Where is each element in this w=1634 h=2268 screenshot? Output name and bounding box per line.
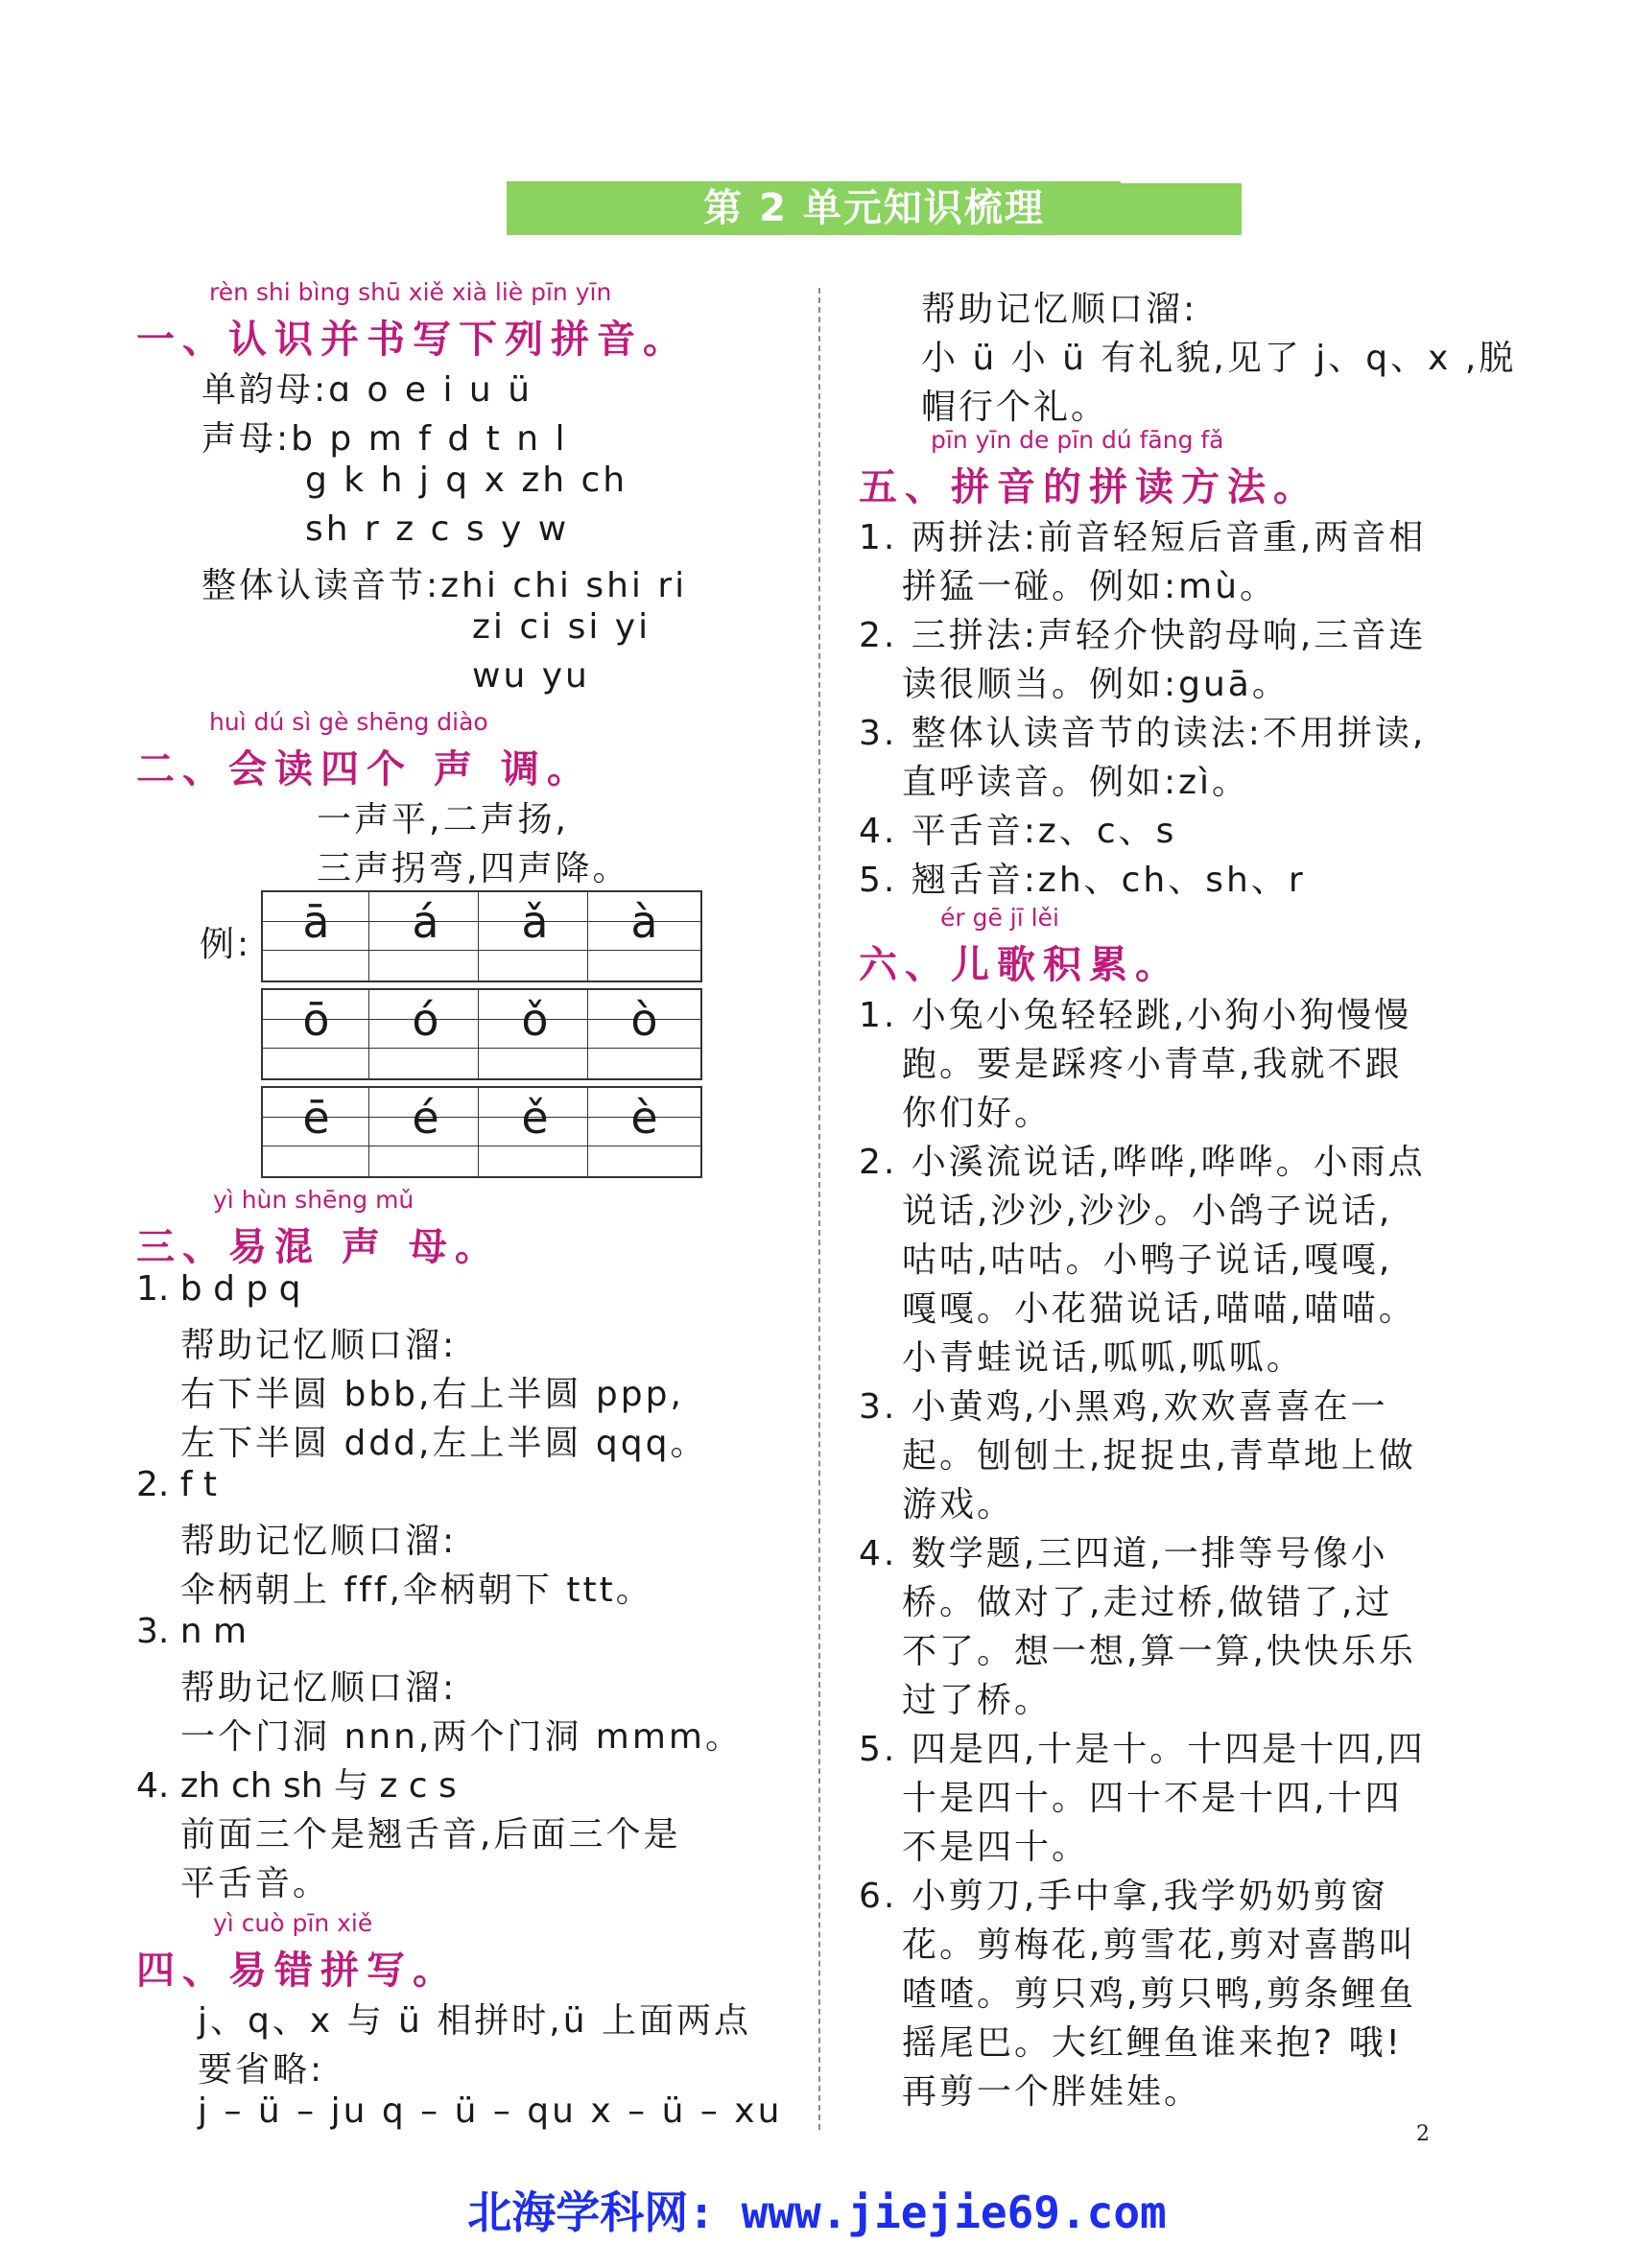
tone-grid-e <box>261 1086 702 1178</box>
s3-line: 平舌音。 <box>180 1864 331 1903</box>
s3-heading: 三、易混 声 母。 <box>136 1225 501 1269</box>
s1-row: 整体认读音节:zhi chi shi ri <box>201 566 688 605</box>
s6-line: 过了桥。 <box>902 1681 1053 1720</box>
s6-line: 6. 小剪刀,手中拿,我学奶奶剪窗 <box>859 1877 1388 1916</box>
title-banner <box>507 176 1242 235</box>
s3-line: 伞柄朝上 fff,伞柄朝下 ttt。 <box>180 1571 653 1610</box>
s1-row: wu yu <box>472 656 590 696</box>
tone-mark: á <box>412 896 439 948</box>
s5-line: 读很顺当。例如:guā。 <box>902 665 1290 704</box>
s1-heading: 一、认识并书写下列拼音。 <box>136 318 689 362</box>
s4-line: 要省略: <box>198 2050 325 2090</box>
s6-line: 不了。想一想,算一算,快快乐乐 <box>902 1632 1416 1671</box>
s1-row: g k h j q x zh ch <box>305 461 628 500</box>
tone-mark: ē <box>302 1092 330 1144</box>
s5-line: 4. 平舌音:z、c、s <box>859 812 1177 851</box>
s4-line: j – ü – ju q – ü – qu x – ü – xu <box>198 2091 783 2131</box>
s3-line: 帮助记忆顺口溜: <box>180 1522 458 1561</box>
s6-line: 小青蛙说话,呱呱,呱呱。 <box>902 1338 1304 1378</box>
s3-line: 帮助记忆顺口溜: <box>180 1326 458 1365</box>
page-title: 第 2 单元知识梳理 <box>703 186 1045 230</box>
s5-line: 1. 两拼法:前音轻短后音重,两音相 <box>859 518 1427 557</box>
s4-pinyin: yì cuò pīn xiě <box>213 1909 373 1937</box>
s4-heading: 四、易错拼写。 <box>136 1949 459 1993</box>
tone-mark: ě <box>521 1092 549 1144</box>
s4-right-line: 帮助记忆顺口溜: <box>921 290 1198 329</box>
s6-heading: 六、儿歌积累。 <box>859 943 1181 987</box>
s1-row: 声母:b p m f d t n l <box>201 419 568 459</box>
tone-mark: à <box>630 896 658 948</box>
tone-mark: ó <box>412 994 439 1046</box>
s5-line: 直呼读音。例如:zì。 <box>902 763 1250 802</box>
s1-row: sh r z c s y w <box>305 509 570 549</box>
tone-mark: ò <box>630 994 658 1046</box>
s1-row: 单韵母:ɑ o e i u ü <box>201 370 533 410</box>
s6-line: 十是四十。四十不是十四,十四 <box>902 1779 1403 1818</box>
s1-pinyin: rèn shi bìng shū xiě xià liè pīn yīn <box>209 278 612 306</box>
s2-pinyin: huì dú sì gè shēng diào <box>209 708 488 736</box>
s6-line: 说话,沙沙,沙沙。小鸽子说话, <box>902 1192 1393 1231</box>
s2-heading: 二、会读四个 声 调。 <box>136 747 593 791</box>
s3-line: 帮助记忆顺口溜: <box>180 1668 458 1708</box>
s6-line: 5. 四是四,十是十。十四是十四,四 <box>859 1730 1426 1769</box>
s6-line: 喳喳。剪只鸡,剪只鸭,剪条鲤鱼 <box>902 1974 1416 2014</box>
s4-right-line: 帽行个礼。 <box>921 388 1109 427</box>
s6-pinyin: ér gē jī lěi <box>940 904 1059 932</box>
s6-line: 摇尾巴。大红鲤鱼谁来抱? 哦! <box>902 2023 1403 2063</box>
tone-grid-o <box>261 988 702 1080</box>
s3-line: 2. f t <box>136 1465 218 1504</box>
s3-line: 前面三个是翘舌音,后面三个是 <box>180 1815 681 1855</box>
page-number: 2 <box>1416 2122 1430 2146</box>
s1-row: zi ci si yi <box>472 607 651 647</box>
s6-line: 嘎嘎。小花猫说话,喵喵,喵喵。 <box>902 1289 1416 1329</box>
s5-line: 拼猛一碰。例如:mù。 <box>902 567 1278 606</box>
s3-line: 一个门洞 nnn,两个门洞 mmm。 <box>180 1717 743 1757</box>
tone-mark: ō <box>302 994 330 1046</box>
column-divider <box>818 288 820 2130</box>
footer-watermark: 北海学科网: www.jiejie69.com <box>467 2186 1167 2238</box>
s6-line: 游戏。 <box>902 1485 1015 1524</box>
s3-line: 1. b d p q <box>136 1269 301 1309</box>
tone-mark: ǎ <box>521 896 549 948</box>
s3-pinyin: yì hùn shēng mǔ <box>213 1186 414 1214</box>
tone-grid-a <box>261 890 702 982</box>
s5-line: 2. 三拼法:声轻介快韵母响,三音连 <box>859 616 1427 655</box>
s6-line: 3. 小黄鸡,小黑鸡,欢欢喜喜在一 <box>859 1387 1388 1427</box>
s6-line: 不是四十。 <box>902 1828 1090 1867</box>
s6-line: 咕咕,咕咕。小鸭子说话,嘎嘎, <box>902 1240 1393 1280</box>
s6-line: 你们好。 <box>902 1094 1053 1133</box>
s3-line: 3. n m <box>136 1612 248 1651</box>
s5-pinyin: pīn yīn de pīn dú fāng fǎ <box>931 426 1224 454</box>
tone-mark: ǒ <box>521 994 549 1046</box>
tone-mark: è <box>630 1092 658 1144</box>
s3-line: 右下半圆 bbb,右上半圆 ppp, <box>180 1375 684 1414</box>
tone-mark: é <box>412 1092 439 1144</box>
s2-rhyme-1: 一声平,二声扬, <box>317 800 569 839</box>
s3-line: 4. zh ch sh 与 z c s <box>136 1766 457 1806</box>
s2-rhyme-2: 三声拐弯,四声降。 <box>317 849 630 888</box>
s6-line: 1. 小兔小兔轻轻跳,小狗小狗慢慢 <box>859 996 1412 1035</box>
s4-line: j、q、x 与 ü 相拼时,ü 上面两点 <box>198 2001 752 2041</box>
s3-line: 左下半圆 ddd,左上半圆 qqq。 <box>180 1424 708 1463</box>
tone-mark: ā <box>302 896 330 948</box>
s6-line: 2. 小溪流说话,哗哗,哗哗。小雨点 <box>859 1143 1426 1182</box>
s6-line: 桥。做对了,走过桥,做错了,过 <box>902 1583 1393 1622</box>
s4-right-line: 小 ü 小 ü 有礼貌,见了 j、q、x ,脱 <box>921 339 1517 378</box>
s6-line: 再剪一个胖娃娃。 <box>902 2072 1202 2112</box>
s5-line: 5. 翘舌音:zh、ch、sh、r <box>859 861 1306 900</box>
s6-line: 4. 数学题,三四道,一排等号像小 <box>859 1534 1388 1573</box>
s6-line: 起。刨刨土,捉捉虫,青草地上做 <box>902 1436 1416 1476</box>
example-label: 例: <box>200 925 252 964</box>
s5-line: 3. 整体认读音节的读法:不用拼读, <box>859 714 1427 753</box>
s6-line: 花。剪梅花,剪雪花,剪对喜鹊叫 <box>902 1925 1416 1965</box>
s6-line: 跑。要是踩疼小青草,我就不跟 <box>902 1045 1403 1084</box>
s5-heading: 五、拼音的拼读方法。 <box>859 465 1319 509</box>
